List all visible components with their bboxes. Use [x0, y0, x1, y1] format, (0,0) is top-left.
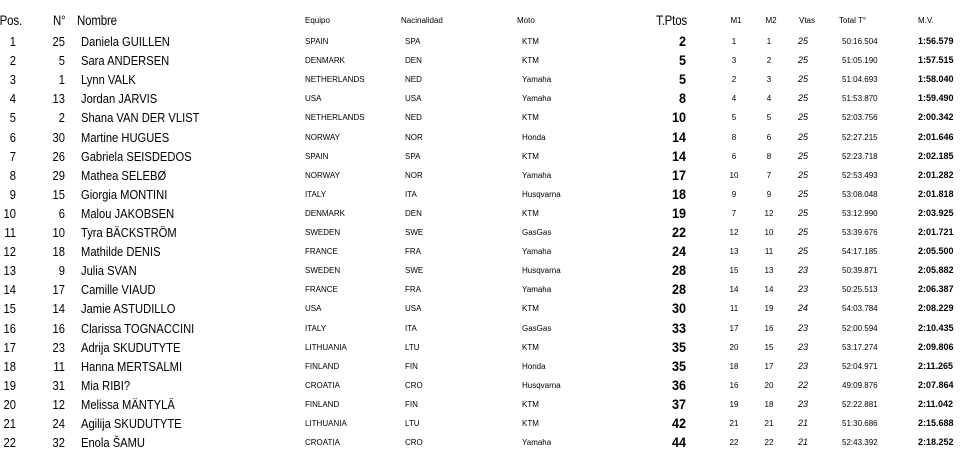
total-time-cell: 50:25.513 — [842, 285, 878, 295]
nationality-cell: FIN — [405, 361, 418, 371]
position-cell: 1 — [9, 34, 16, 49]
rider-name-cell: Shana VAN DER VLIST — [81, 110, 200, 126]
rider-number-cell: 16 — [52, 320, 65, 336]
nationality-cell: CRO — [405, 438, 423, 448]
rider-name-cell: Camille VIAUD — [81, 282, 156, 298]
total-time-cell: 51:05.190 — [842, 56, 878, 66]
nationality-cell: LTU — [405, 419, 420, 428]
bike-cell: KTM — [522, 419, 539, 428]
rider-number-cell: 24 — [52, 416, 65, 431]
table-row — [0, 376, 965, 395]
moto2-cell: 22 — [764, 438, 774, 448]
bike-cell: KTM — [522, 399, 539, 409]
moto1-cell: 17 — [729, 323, 739, 333]
total-time-cell: 52:00.594 — [842, 323, 878, 333]
bike-cell: Yamaha — [522, 285, 552, 295]
table-row — [0, 204, 965, 223]
points-cell: 42 — [671, 415, 686, 431]
table-row — [0, 89, 965, 108]
points-cell: 22 — [671, 224, 686, 240]
total-time-cell: 50:16.504 — [842, 37, 878, 46]
laps-cell: 23 — [797, 284, 808, 295]
rider-number-cell: 18 — [52, 244, 65, 260]
moto1-cell: 3 — [731, 56, 737, 66]
moto2-cell: 2 — [766, 56, 772, 66]
table-row — [0, 51, 965, 70]
total-time-cell: 53:17.274 — [842, 342, 878, 352]
rider-number-cell: 10 — [52, 225, 65, 240]
table-row — [0, 395, 965, 414]
rider-name-cell: Sara ANDERSEN — [81, 53, 170, 69]
bike-cell: KTM — [522, 113, 539, 123]
moto1-cell: 18 — [729, 361, 739, 371]
header-pos: Pos. — [0, 12, 22, 28]
rider-number-cell: 13 — [52, 91, 65, 107]
team-cell: SPAIN — [305, 37, 329, 46]
moto1-cell: 21 — [729, 419, 739, 428]
team-cell: USA — [305, 304, 322, 314]
team-cell: DENMARK — [305, 208, 346, 218]
table-row — [0, 147, 965, 166]
nationality-cell: SPA — [405, 151, 421, 161]
rider-name-cell: Giorgia MONTINI — [81, 186, 168, 202]
best-lap-cell: 2:01.646 — [918, 131, 954, 142]
nationality-cell: NOR — [405, 170, 423, 180]
total-time-cell: 53:39.676 — [842, 228, 878, 237]
moto2-cell: 14 — [764, 285, 774, 295]
rider-number-cell: 14 — [52, 301, 65, 317]
bike-cell: Yamaha — [522, 438, 552, 448]
laps-cell: 25 — [797, 227, 808, 237]
nationality-cell: FIN — [405, 399, 418, 409]
position-cell: 3 — [9, 72, 16, 88]
points-cell: 10 — [671, 109, 686, 126]
header-number: N° — [53, 12, 66, 28]
bike-cell: KTM — [522, 208, 539, 218]
rider-number-cell: 32 — [52, 435, 65, 451]
total-time-cell: 52:23.718 — [842, 151, 878, 161]
header-best-lap: M.V. — [918, 16, 934, 25]
bike-cell: Honda — [522, 132, 546, 142]
total-time-cell: 50:39.871 — [842, 266, 878, 276]
position-cell: 20 — [3, 396, 16, 412]
laps-cell: 24 — [797, 303, 808, 314]
points-cell: 44 — [671, 434, 686, 451]
rider-name-cell: Hanna MERTSALMI — [81, 358, 183, 374]
bike-cell: KTM — [522, 342, 539, 352]
best-lap-cell: 2:06.387 — [918, 284, 954, 295]
best-lap-cell: 1:59.490 — [918, 93, 954, 104]
best-lap-cell: 2:05.500 — [918, 246, 954, 257]
moto1-cell: 6 — [731, 151, 737, 161]
points-cell: 35 — [671, 338, 686, 355]
table-row — [0, 299, 965, 318]
total-time-cell: 53:08.048 — [842, 189, 878, 199]
points-cell: 14 — [671, 128, 686, 145]
points-cell: 14 — [671, 147, 686, 164]
nationality-cell: SPA — [405, 37, 421, 46]
rider-name-cell: Daniela GUILLEN — [81, 34, 170, 49]
moto1-cell: 11 — [729, 304, 739, 314]
rider-number-cell: 29 — [52, 167, 65, 183]
header-team: Equipo — [305, 16, 330, 25]
bike-cell: Husqvarna — [522, 266, 561, 276]
table-row — [0, 414, 965, 433]
rider-name-cell: Julia SVAN — [81, 263, 137, 279]
moto2-cell: 21 — [764, 419, 774, 428]
team-cell: USA — [305, 94, 322, 104]
rider-number-cell: 9 — [58, 263, 65, 279]
rider-name-cell: Enola ŠAMU — [81, 435, 146, 451]
laps-cell: 25 — [797, 36, 808, 46]
points-cell: 33 — [671, 319, 686, 336]
rider-number-cell: 11 — [53, 358, 65, 374]
points-cell: 28 — [671, 281, 686, 298]
laps-cell: 25 — [797, 93, 808, 104]
moto1-cell: 19 — [729, 399, 739, 409]
position-cell: 19 — [3, 377, 16, 393]
moto2-cell: 1 — [766, 37, 772, 46]
bike-cell: KTM — [522, 151, 539, 161]
team-cell: SPAIN — [305, 151, 329, 161]
moto1-cell: 13 — [729, 247, 739, 257]
points-cell: 28 — [671, 262, 686, 279]
rider-number-cell: 12 — [52, 396, 65, 412]
moto1-cell: 10 — [729, 170, 739, 180]
laps-cell: 25 — [797, 246, 808, 257]
laps-cell: 22 — [797, 379, 808, 390]
header-nationality: Nacinalidad — [401, 16, 443, 25]
moto1-cell: 22 — [729, 438, 739, 448]
header-points: T.Ptos — [656, 12, 687, 28]
laps-cell: 25 — [797, 74, 808, 85]
team-cell: ITALY — [305, 323, 327, 333]
position-cell: 21 — [3, 416, 16, 431]
laps-cell: 23 — [797, 398, 808, 409]
position-cell: 18 — [3, 358, 16, 374]
position-cell: 5 — [9, 110, 16, 126]
team-cell: SWEDEN — [305, 266, 341, 276]
moto2-cell: 4 — [766, 94, 772, 104]
moto1-cell: 9 — [731, 189, 737, 199]
points-cell: 35 — [671, 357, 686, 374]
moto1-cell: 16 — [729, 380, 739, 390]
points-cell: 37 — [671, 395, 686, 412]
team-cell: NORWAY — [305, 132, 340, 142]
bike-cell: KTM — [522, 56, 539, 66]
points-cell: 2 — [678, 33, 686, 49]
points-cell: 5 — [678, 52, 686, 69]
position-cell: 2 — [9, 53, 16, 69]
position-cell: 17 — [3, 339, 16, 355]
moto2-cell: 5 — [766, 113, 772, 123]
rider-number-cell: 23 — [52, 339, 65, 355]
moto2-cell: 11 — [764, 247, 774, 257]
table-row — [0, 357, 965, 376]
rider-name-cell: Jordan JARVIS — [81, 91, 158, 107]
best-lap-cell: 1:58.040 — [918, 74, 954, 85]
laps-cell: 23 — [797, 265, 808, 276]
total-time-cell: 51:53.870 — [842, 94, 878, 104]
best-lap-cell: 2:01.721 — [918, 227, 954, 237]
moto2-cell: 3 — [766, 75, 772, 85]
position-cell: 13 — [3, 263, 16, 279]
total-time-cell: 52:03.756 — [842, 113, 878, 123]
best-lap-cell: 2:01.282 — [918, 169, 954, 180]
position-cell: 4 — [9, 91, 16, 107]
points-cell: 5 — [678, 71, 686, 88]
bike-cell: Husqvarna — [522, 380, 561, 390]
header-m1: M1 — [730, 16, 742, 25]
rider-number-cell: 25 — [52, 34, 65, 49]
rider-name-cell: Mathea SELEBØ — [81, 167, 167, 183]
bike-cell: Yamaha — [522, 247, 552, 257]
best-lap-cell: 2:15.688 — [918, 418, 954, 428]
table-row — [0, 108, 965, 127]
team-cell: CROATIA — [305, 380, 340, 390]
header-total-time: Total T° — [839, 16, 867, 25]
rider-number-cell: 31 — [52, 377, 65, 393]
total-time-cell: 54:03.784 — [842, 304, 878, 314]
rider-number-cell: 6 — [58, 205, 65, 221]
table-row — [0, 319, 965, 338]
rider-number-cell: 5 — [58, 53, 65, 69]
laps-cell: 23 — [797, 360, 808, 371]
laps-cell: 25 — [797, 150, 808, 161]
laps-cell: 25 — [797, 112, 808, 123]
best-lap-cell: 2:03.925 — [918, 207, 954, 218]
rider-name-cell: Lynn VALK — [81, 72, 136, 88]
rider-name-cell: Melissa MÄNTYLÄ — [81, 396, 175, 412]
bike-cell: Yamaha — [522, 170, 552, 180]
total-time-cell: 54:17.185 — [842, 247, 878, 257]
laps-cell: 25 — [797, 55, 808, 66]
best-lap-cell: 2:00.342 — [918, 112, 954, 123]
bike-cell: GasGas — [522, 323, 552, 333]
total-time-cell: 51:04.693 — [842, 75, 878, 85]
best-lap-cell: 2:05.882 — [918, 265, 954, 276]
nationality-cell: ITA — [405, 189, 417, 199]
moto2-cell: 9 — [766, 189, 772, 199]
position-cell: 9 — [9, 186, 16, 202]
nationality-cell: LTU — [405, 342, 420, 352]
nationality-cell: NED — [405, 75, 422, 85]
nationality-cell: SWE — [405, 266, 424, 276]
total-time-cell: 52:53.493 — [842, 170, 878, 180]
rider-name-cell: Mathilde DENIS — [81, 244, 161, 260]
points-cell: 24 — [671, 243, 686, 260]
nationality-cell: USA — [405, 94, 422, 104]
nationality-cell: DEN — [405, 208, 422, 218]
rider-number-cell: 17 — [52, 282, 65, 298]
bike-cell: KTM — [522, 37, 539, 46]
position-cell: 11 — [4, 225, 16, 240]
best-lap-cell: 2:10.435 — [918, 322, 954, 333]
table-row — [0, 433, 965, 452]
header-m2: M2 — [765, 16, 777, 25]
best-lap-cell: 2:11.265 — [918, 360, 954, 371]
moto2-cell: 6 — [766, 132, 772, 142]
laps-cell: 25 — [797, 131, 808, 142]
best-lap-cell: 2:11.042 — [918, 398, 954, 409]
position-cell: 22 — [3, 435, 16, 451]
table-row — [0, 338, 965, 357]
header-laps: Vtas — [798, 16, 815, 25]
team-cell: NORWAY — [305, 170, 340, 180]
nationality-cell: CRO — [405, 380, 423, 390]
rider-name-cell: Jamie ASTUDILLO — [81, 301, 176, 317]
table-row — [0, 223, 965, 242]
position-cell: 16 — [3, 320, 16, 336]
best-lap-cell: 2:18.252 — [918, 437, 954, 448]
points-cell: 17 — [671, 166, 686, 183]
moto1-cell: 15 — [729, 266, 739, 276]
moto2-cell: 12 — [764, 208, 774, 218]
team-cell: FRANCE — [305, 285, 338, 295]
position-cell: 14 — [3, 282, 16, 298]
points-cell: 8 — [678, 90, 686, 107]
nationality-cell: DEN — [405, 56, 422, 66]
best-lap-cell: 2:08.229 — [918, 303, 954, 314]
bike-cell: Yamaha — [522, 75, 552, 85]
laps-cell: 25 — [797, 188, 808, 199]
team-cell: LITHUANIA — [305, 342, 347, 352]
position-cell: 7 — [9, 148, 16, 164]
moto1-cell: 7 — [731, 208, 737, 218]
bike-cell: Yamaha — [522, 94, 552, 104]
moto2-cell: 10 — [764, 228, 774, 237]
position-cell: 8 — [9, 167, 16, 183]
bike-cell: KTM — [522, 304, 539, 314]
moto2-cell: 16 — [764, 323, 774, 333]
laps-cell: 23 — [797, 322, 808, 333]
rider-name-cell: Martine HUGUES — [81, 129, 170, 145]
table-row — [0, 166, 965, 185]
total-time-cell: 52:04.971 — [842, 361, 878, 371]
rider-number-cell: 2 — [58, 110, 65, 126]
moto2-cell: 19 — [764, 304, 774, 314]
rider-number-cell: 1 — [58, 72, 65, 88]
header-bike: Moto — [517, 16, 535, 25]
best-lap-cell: 2:09.806 — [918, 341, 954, 352]
total-time-cell: 52:22.881 — [842, 399, 878, 409]
moto2-cell: 17 — [764, 361, 774, 371]
team-cell: LITHUANIA — [305, 419, 347, 428]
total-time-cell: 52:27.215 — [842, 132, 878, 142]
team-cell: SWEDEN — [305, 228, 341, 237]
rider-name-cell: Agilija SKUDUTYTE — [81, 416, 182, 431]
moto2-cell: 13 — [764, 266, 774, 276]
moto2-cell: 8 — [766, 151, 772, 161]
rider-name-cell: Adrija SKUDUTYTE — [81, 339, 181, 355]
total-time-cell: 53:12.990 — [842, 208, 878, 218]
table-row — [0, 280, 965, 299]
points-cell: 36 — [671, 376, 686, 393]
nationality-cell: USA — [405, 304, 422, 314]
position-cell: 10 — [3, 205, 16, 221]
position-cell: 6 — [9, 129, 16, 145]
table-row — [0, 70, 965, 89]
moto1-cell: 8 — [731, 132, 737, 142]
team-cell: ITALY — [305, 189, 327, 199]
nationality-cell: ITA — [405, 323, 417, 333]
best-lap-cell: 2:02.185 — [918, 150, 954, 161]
moto2-cell: 7 — [766, 170, 772, 180]
moto2-cell: 20 — [764, 380, 774, 390]
team-cell: FINLAND — [305, 361, 340, 371]
points-cell: 18 — [671, 185, 686, 202]
table-row — [0, 32, 965, 51]
best-lap-cell: 2:07.864 — [918, 379, 954, 390]
moto1-cell: 2 — [731, 75, 737, 85]
rider-name-cell: Clarissa TOGNACCINI — [81, 320, 195, 336]
table-header — [0, 11, 965, 30]
laps-cell: 21 — [797, 418, 808, 428]
rider-name-cell: Malou JAKOBSEN — [81, 205, 175, 221]
total-time-cell: 49:09.876 — [842, 380, 878, 390]
points-cell: 19 — [671, 204, 686, 221]
table-row — [0, 261, 965, 280]
moto1-cell: 1 — [731, 37, 737, 46]
bike-cell: Honda — [522, 361, 546, 371]
team-cell: FINLAND — [305, 399, 340, 409]
team-cell: NETHERLANDS — [305, 75, 365, 85]
moto1-cell: 20 — [729, 342, 739, 352]
header-name: Nombre — [77, 12, 117, 28]
laps-cell: 23 — [797, 341, 808, 352]
moto1-cell: 12 — [729, 228, 739, 237]
nationality-cell: FRA — [405, 285, 421, 295]
table-row — [0, 242, 965, 261]
position-cell: 12 — [3, 244, 16, 260]
nationality-cell: NED — [405, 113, 422, 123]
moto1-cell: 4 — [731, 94, 737, 104]
team-cell: CROATIA — [305, 438, 340, 448]
table-row — [0, 128, 965, 147]
rider-number-cell: 15 — [52, 186, 65, 202]
best-lap-cell: 1:57.515 — [918, 55, 954, 66]
rider-name-cell: Mia RIBI? — [81, 377, 131, 393]
rider-number-cell: 30 — [52, 129, 65, 145]
moto1-cell: 14 — [729, 285, 739, 295]
nationality-cell: SWE — [405, 228, 424, 237]
rider-name-cell: Tyra BÄCKSTRÖM — [81, 225, 177, 240]
table-row — [0, 185, 965, 204]
laps-cell: 25 — [797, 169, 808, 180]
team-cell: FRANCE — [305, 247, 338, 257]
points-cell: 30 — [671, 300, 686, 317]
total-time-cell: 51:30.686 — [842, 419, 878, 428]
team-cell: NETHERLANDS — [305, 113, 365, 123]
best-lap-cell: 2:01.818 — [918, 188, 954, 199]
team-cell: DENMARK — [305, 56, 346, 66]
position-cell: 15 — [3, 301, 16, 317]
bike-cell: Husqvarna — [522, 189, 561, 199]
laps-cell: 25 — [797, 207, 808, 218]
moto2-cell: 18 — [764, 399, 774, 409]
moto1-cell: 5 — [731, 113, 737, 123]
bike-cell: GasGas — [522, 228, 552, 237]
laps-cell: 21 — [797, 437, 808, 448]
best-lap-cell: 1:56.579 — [918, 36, 954, 46]
rider-name-cell: Gabriela SEISDEDOS — [81, 148, 192, 164]
rider-number-cell: 26 — [52, 148, 65, 164]
nationality-cell: FRA — [405, 247, 421, 257]
total-time-cell: 52:43.392 — [842, 438, 878, 448]
moto2-cell: 15 — [764, 342, 774, 352]
nationality-cell: NOR — [405, 132, 423, 142]
